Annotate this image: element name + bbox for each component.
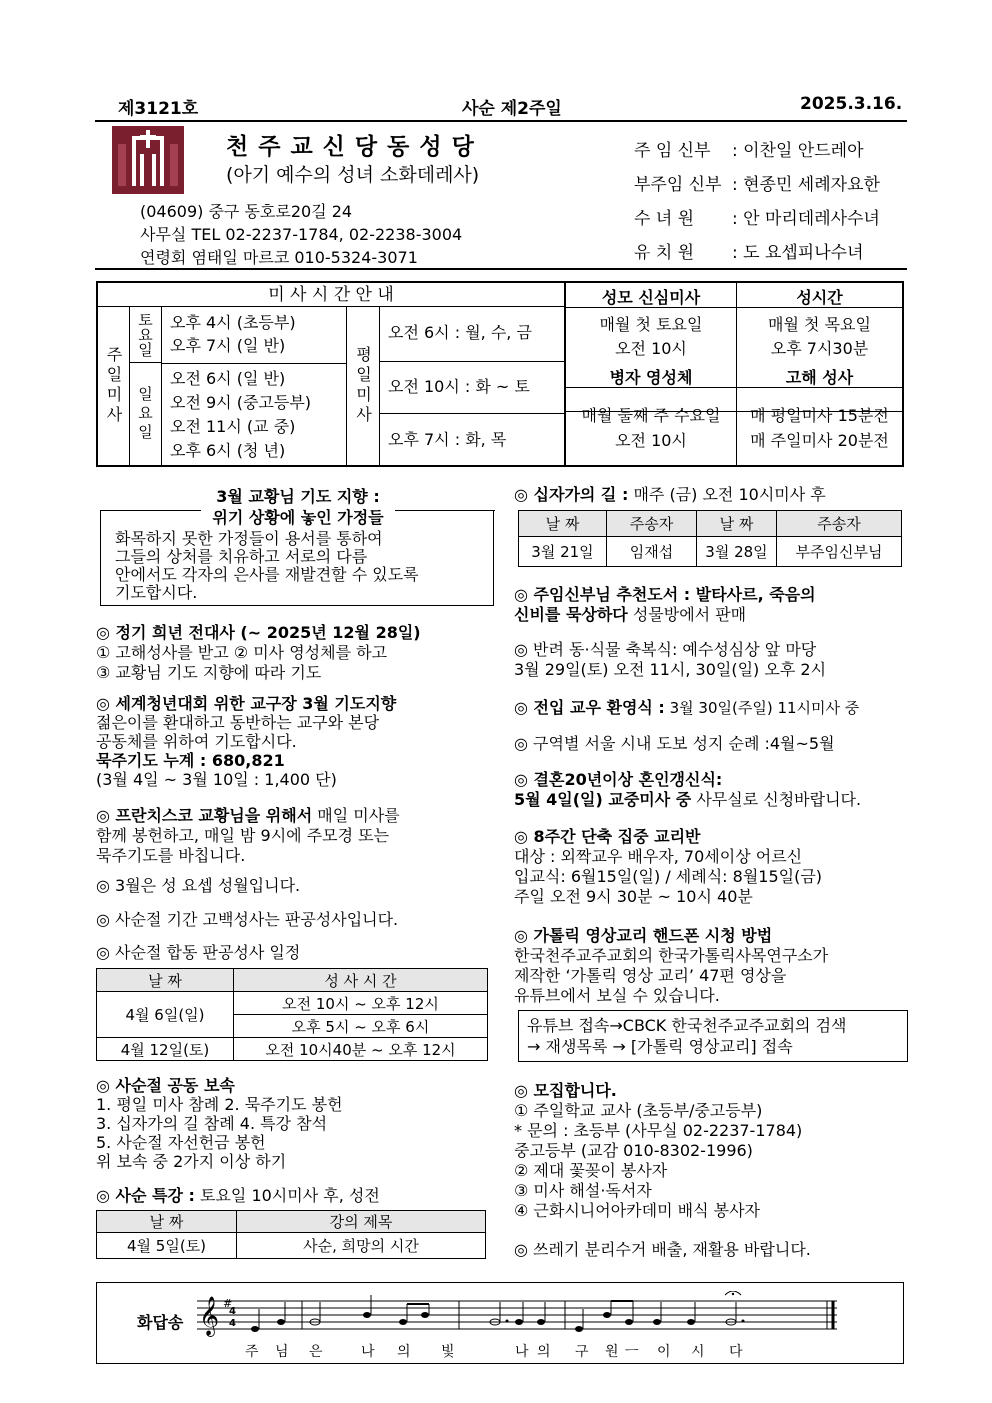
divider bbox=[162, 363, 346, 364]
holy-hour-title: 성시간 bbox=[796, 288, 843, 307]
sunday-day-label: 일요일 bbox=[130, 363, 162, 465]
confession-title: 고해 성사 bbox=[785, 368, 854, 387]
lyric-syllable: 나 bbox=[361, 1344, 375, 1360]
liturgical-week: 사순 제2주일 bbox=[462, 99, 562, 119]
table-cell: 사순, 희망의 시간 bbox=[237, 1233, 486, 1259]
psalm-box bbox=[96, 1282, 904, 1364]
lyric-syllable: 주 bbox=[245, 1344, 259, 1360]
sick-communion-title: 병자 영성체 bbox=[609, 368, 693, 387]
welcome-section: ◎ 전입 교우 환영식 : 3월 30일(주일) 11시미사 중 bbox=[514, 698, 860, 717]
pope-intention-box bbox=[100, 510, 494, 606]
table-header: 날 짜 bbox=[97, 969, 234, 992]
pope-intention-body: 화목하지 못한 가정들이 용서를 통하여 그들의 상처를 치유하고 서로의 다름 안에서도 각자의 은사를 재발견할 수 있도록 기도합시다. bbox=[115, 529, 419, 602]
divider bbox=[380, 413, 564, 414]
table-cell: 오전 10시40분 ~ 오후 12시 bbox=[234, 1038, 488, 1061]
stations-table bbox=[518, 510, 902, 567]
lyric-syllable: 다 bbox=[729, 1344, 743, 1360]
joint-confession-table bbox=[96, 968, 488, 1061]
table-cell: 오전 10시 ~ 오후 12시 bbox=[234, 992, 488, 1015]
staff-row: 부주임 신부 : 현종민 세례자요한 bbox=[634, 175, 880, 195]
weekday-mass-label: 평일미사 bbox=[346, 307, 380, 465]
video-section: ◎ 가톨릭 영상교리 핸드폰 시청 방법 한국천주교주교회의 한국가톨릭사목연구소가 제작한 ‘가톨릭 영상 교리’ 47편 영상을 유튜브에서 보실 수 있습니다. bbox=[514, 926, 829, 1005]
confession-notice: ◎ 사순절 기간 고백성사는 판공성사입니다. bbox=[96, 910, 399, 929]
marian-mass-title: 성모 신심미사 bbox=[601, 288, 701, 307]
jubilee-section: ◎ 정기 희년 전대사 (~ 2025년 12월 28일) ① 고해성사를 받고 ② 미사 영성체를 하고 ③ 교황님 기도 지향에 따라 기도 bbox=[96, 623, 421, 682]
staff-row: 주 임 신부 : 이찬일 안드레아 bbox=[634, 141, 864, 161]
catechism-section: ◎ 8주간 단축 집중 교리반 대상 : 외짝교우 배우자, 70세이상 어르신 입교식: 6월15일(일) / 세례식: 8월15일(금) 주일 오전 9시 30분 ~ 10시 40분 bbox=[514, 827, 823, 906]
music-staff bbox=[197, 1291, 847, 1341]
lyric-syllable: 의 bbox=[537, 1344, 551, 1360]
lyric-syllable: 구 bbox=[575, 1344, 589, 1360]
table-header: 주송자 bbox=[777, 511, 902, 537]
lyric-syllable: 나 bbox=[515, 1344, 529, 1360]
stations-section: ◎ 십자가의 길 : 매주 (금) 오전 10시미사 후 bbox=[514, 485, 826, 504]
table-header: 강의 제목 bbox=[237, 1211, 486, 1233]
pilgrimage-section: ◎ 구역별 서울 시내 도보 성지 순례 :4월~5월 bbox=[514, 734, 835, 753]
table-header: 날 짜 bbox=[697, 511, 777, 537]
church-office: 사무실 TEL 02-2237-1784, 02-2238-3004 bbox=[140, 225, 463, 244]
lyric-syllable: 의 bbox=[397, 1344, 411, 1360]
pope-intention-title: 3월 교황님 기도 지향 : 위기 상황에 놓인 가정들 bbox=[212, 487, 384, 527]
joint-confession-title: ◎ 사순절 합동 판공성사 일정 bbox=[96, 943, 301, 962]
lecture-table bbox=[96, 1210, 486, 1259]
svg-text:4: 4 bbox=[229, 1306, 236, 1317]
address-rule bbox=[95, 268, 907, 270]
joseph-notice: ◎ 3월은 성 요셉 성월입니다. bbox=[96, 876, 301, 895]
church-logo bbox=[112, 126, 184, 194]
weekday-time-2: 오전 10시 : 화 ~ 토 bbox=[388, 377, 530, 396]
recycle-notice: ◎ 쓰레기 분리수거 배출, 재활용 바랍니다. bbox=[514, 1240, 811, 1259]
mass-schedule bbox=[96, 281, 566, 467]
table-cell: 3월 28일 bbox=[697, 537, 777, 567]
church-patron: (아기 예수의 성녀 소화데레사) bbox=[226, 164, 480, 186]
holy-hour-text: 매월 첫 목요일 오후 7시30분 bbox=[768, 315, 871, 358]
svg-text:𝄞: 𝄞 bbox=[199, 1296, 220, 1336]
weekday-time-3: 오후 7시 : 화, 목 bbox=[388, 430, 507, 449]
wyd-section: ◎ 세계청년대회 위한 교구장 3월 기도지향 젊은이를 환대하고 동반하는 교구와 본당 공동체를 위하여 기도합시다. 묵주기도 누계 : 680,821 (3월 4일 ~ 3월 10일 : 1,400 단) bbox=[96, 694, 397, 789]
lyric-syllable: 빛 bbox=[441, 1344, 455, 1360]
sick-communion-text: 매월 둘째 주 수요일 오전 10시 bbox=[581, 406, 721, 450]
video-instruction-box: 유튜브 접속→CBCK 한국천주교주교회의 검색 → 재생목록 → [가톨릭 영상교리] 접속 bbox=[518, 1010, 908, 1062]
header-rule bbox=[95, 120, 907, 122]
table-cell: 3월 21일 bbox=[519, 537, 607, 567]
blessing-section: ◎ 반려 동·식물 축복식: 예수성심상 앞 마당 3월 29일(토) 오전 11시, 30일(일) 오후 2시 bbox=[514, 640, 827, 679]
book-section: ◎ 주임신부님 추천도서 : 발타사르, 죽음의 신비를 묵상하다 성물방에서 판매 bbox=[514, 585, 816, 624]
table-header: 주송자 bbox=[607, 511, 697, 537]
lyric-syllable: 원 bbox=[605, 1344, 619, 1360]
saturday-label: 토요일 bbox=[130, 307, 162, 363]
staff-list bbox=[634, 134, 880, 270]
table-header: 성 사 시 간 bbox=[234, 969, 488, 992]
table-header: 날 짜 bbox=[519, 511, 607, 537]
lyric-syllable: 이 bbox=[657, 1344, 671, 1360]
sunday-mass-label: 주일미사 bbox=[98, 307, 130, 465]
table-cell: 4월 6일(일) bbox=[97, 992, 234, 1038]
sunday-times: 오전 6시 (일 반) 오전 9시 (중고등부) 오전 11시 (교 중) 오후 6시 (청 년) bbox=[170, 369, 312, 460]
table-cell: 4월 12일(토) bbox=[97, 1038, 234, 1061]
recruit-section: ◎ 모집합니다. ① 주일학교 교사 (초등부/중고등부) * 문의 : 초등부 (사무실 02-2237-1784) 중고등부 (교감 010-8302-1996) ② 제대 꽃꽂이 봉사자 ③ 미사 해설·독서자 ④ 근화시니어아카데미 배식 봉사자 bbox=[514, 1081, 803, 1220]
wedding-section: ◎ 결혼20년이상 혼인갱신식: 5월 4일(일) 교중미사 중 사무실로 신청바랍니다. bbox=[514, 770, 862, 809]
lent-penance-section: ◎ 사순절 공동 보속 1. 평일 미사 참례 2. 묵주기도 봉헌 3. 십자가의 길 참례 4. 특강 참석 5. 사순절 자선헌금 봉헌 위 보속 중 2가지 이상 하기 bbox=[96, 1076, 343, 1171]
table-header: 날 짜 bbox=[97, 1211, 237, 1233]
psalm-lyrics bbox=[245, 1341, 865, 1361]
svg-text:#: # bbox=[223, 1297, 233, 1310]
lyric-syllable: 은 bbox=[309, 1344, 323, 1360]
lyric-syllable: 님 bbox=[275, 1344, 289, 1360]
table-cell: 임재섭 bbox=[607, 537, 697, 567]
weekday-time-1: 오전 6시 : 월, 수, 금 bbox=[388, 323, 532, 342]
psalm-label: 화답송 bbox=[137, 1313, 184, 1332]
mass-schedule-title: 미 사 시 간 안 내 bbox=[98, 283, 564, 307]
church-address: (04609) 중구 동호로20길 24 bbox=[140, 202, 353, 221]
church-name: 천 주 교 신 당 동 성 당 bbox=[226, 134, 475, 160]
special-services bbox=[566, 281, 904, 467]
church-liaison: 연령회 염태일 마르코 010-5324-3071 bbox=[140, 248, 418, 267]
divider bbox=[380, 361, 564, 362]
issue-date: 2025.3.16. bbox=[800, 94, 903, 114]
lyric-syllable: ㅡ bbox=[625, 1344, 639, 1360]
staff-row: 수 녀 원 : 안 마리데레사수녀 bbox=[634, 209, 880, 229]
saturday-times: 오후 4시 (초등부) 오후 7시 (일 반) bbox=[170, 313, 296, 355]
lecture-section: ◎ 사순 특강 : 토요일 10시미사 후, 성전 bbox=[96, 1186, 380, 1205]
marian-mass-text: 매월 첫 토요일 오전 10시 bbox=[599, 315, 703, 358]
pope-prayer-section: ◎ 프란치스코 교황님을 위해서 매일 미사를 함께 봉헌하고, 매일 밤 9시에 주모경 또는 묵주기도를 바칩니다. bbox=[96, 806, 400, 865]
lyric-syllable: 시 bbox=[691, 1344, 705, 1360]
svg-text:4: 4 bbox=[229, 1318, 236, 1329]
table-cell: 오후 5시 ~ 오후 6시 bbox=[234, 1015, 488, 1038]
table-cell: 부주임신부님 bbox=[777, 537, 902, 567]
confession-text: 매 평일미사 15분전 매 주일미사 20분전 bbox=[750, 406, 889, 450]
issue-number: 제3121호 bbox=[118, 99, 199, 119]
staff-row: 유 치 원 : 도 요셉피나수녀 bbox=[634, 243, 864, 263]
table-cell: 4월 5일(토) bbox=[97, 1233, 237, 1259]
